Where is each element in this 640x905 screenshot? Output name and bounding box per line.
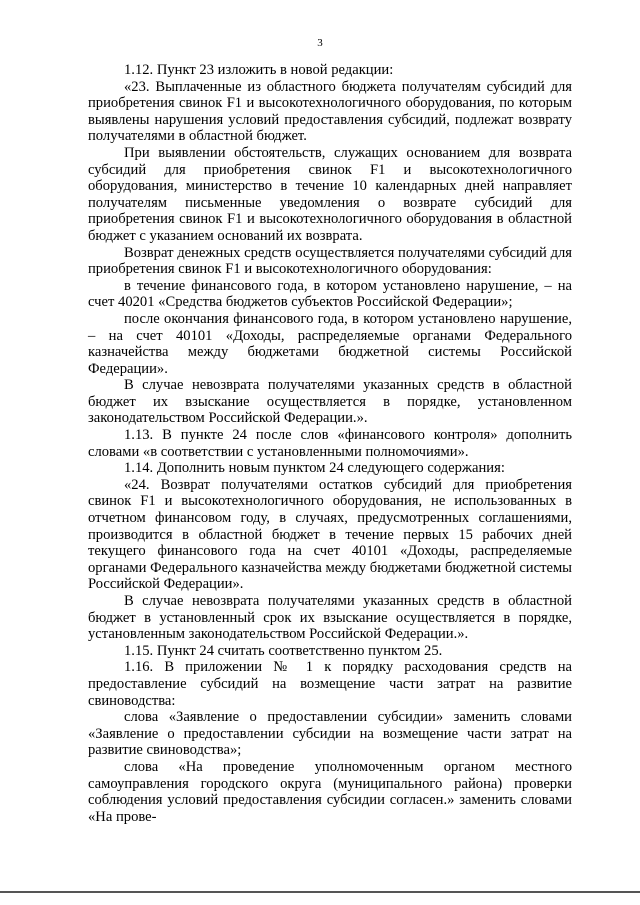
paragraph-1-15: 1.15. Пункт 24 считать соответственно пунктом 25. [124,642,443,659]
paragraph-24-enforcement: В случае невозврата получателями указанных средств в областной бюджет в установленный срок их взыскание осуществляется в порядке, установленным законодательством Российской Федерации.». [88,593,572,643]
paragraph-1-14: 1.14. Дополнить новым пунктом 24 следующего содержания: [124,460,505,477]
paragraph-23-return: Возврат денежных средств осуществляется получателями субсидий для приобретения свинок F1 и высокотехнологичного оборудования: [88,244,572,278]
page-number: 3 [317,37,323,49]
document-body [88,62,572,825]
paragraph-23-intro: «23. Выплаченные из областного бюджета получателям субсидий для приобретения свинок F1 и высокотехнологичного оборудования, по которым выявлены нарушения условий предоставления субсидий, подлежат возврату получателями в областной бюджет. [88,78,572,145]
bottom-border-line [0,891,640,893]
paragraph-replace-title: слова «Заявление о предоставлении субсидии» заменить словами «Заявление о предоставлении субсидии на возмещение части затрат на развитие свиноводства»; [88,709,572,759]
paragraph-23-current-year: в течение финансового года, в котором установлено нарушение, – на счет 40201 «Средства бюджетов субъектов Российской Федерации»; [88,277,572,311]
paragraph-1-12: 1.12. Пункт 23 изложить в новой редакции: [124,62,394,78]
paragraph-23-after-year: после окончания финансового года, в котором установлено нарушение, – на счет 40101 «Доходы, распределяемые органами Федерального казначейства между бюджетами бюджетной системы Российской Федерации». [88,310,572,377]
paragraph-replace-consent: слова «На проведение уполномоченным органом местного самоуправления городского округа (муниципального района) проверки соблюдения условий предоставления субсидии согласен.» заменить словами «На прове- [88,758,572,825]
paragraph-24-return: «24. Возврат получателями остатков субсидий для приобретения свинок F1 и высокотехнологичного оборудования, не использованных в отчетном финансовом году, в случаях, предусмотренных соглашениями, производится в областной бюджет в течение первых 15 рабочих дней текущего финансового года на счет 40101 «Доходы, распределяемые органами Федерального казначейства между бюджетами бюджетной системы Российской Федерации». [88,476,572,593]
paragraph-1-16: 1.16. В приложении № 1 к порядку расходования средств на предоставление субсидий на возмещение части затрат на развитие свиноводства: [88,659,572,709]
paragraph-1-13: 1.13. В пункте 24 после слов «финансового контроля» дополнить словами «в соответствии с установленными полномочиями». [88,427,572,460]
paragraph-23-notice: При выявлении обстоятельств, служащих основанием для возврата субсидий для приобретения свинок F1 и высокотехнологичного оборудования, министерство в течение 10 календарных дней направляет получателям письменные уведомления о возврате субсидий для приобретения свинок F1 и высокотехнологичного оборудования в областной бюджет с указанием оснований их возврата. [88,144,572,244]
paragraph-23-enforcement: В случае невозврата получателями указанных средств в областной бюджет их взыскание осуществляется в порядке, установленном законодательством Российской Федерации.». [88,377,572,427]
